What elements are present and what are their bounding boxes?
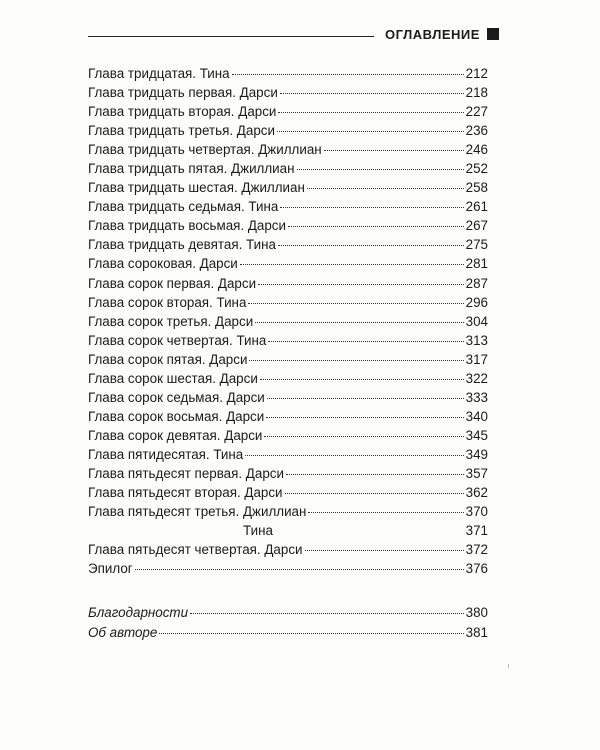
toc-entry-page: 287 <box>465 275 488 291</box>
toc-entry-title: Глава тридцать пятая. Джиллиан <box>88 161 295 177</box>
toc-entry-about-author[interactable] <box>88 623 488 643</box>
toc-entry-title: Глава сорок восьмая. Дарси <box>88 408 265 424</box>
toc-entry-page: 371 <box>465 523 488 539</box>
toc-entry-title: Глава пятидесятая. Тина <box>88 446 244 462</box>
toc-entry-title: Глава тридцатая. Тина <box>88 66 230 81</box>
dot-leader <box>277 130 464 132</box>
dot-leader <box>255 321 463 323</box>
leader-gap <box>275 531 464 532</box>
toc-entry-page: 275 <box>465 237 488 253</box>
header-square-ornament <box>487 28 499 40</box>
dot-leader <box>260 378 464 380</box>
toc-entry[interactable] <box>88 102 488 121</box>
toc-entry-page: 370 <box>465 504 488 520</box>
dot-leader <box>285 492 464 494</box>
toc-entry-title: Глава тридцать шестая. Джиллиан <box>88 180 305 196</box>
toc-entry[interactable] <box>88 388 488 407</box>
toc-entry-page: 357 <box>465 465 488 481</box>
toc-entry-page: 212 <box>465 66 488 81</box>
toc-entry-title: Глава сорок четвертая. Тина <box>88 332 267 348</box>
toc-entry[interactable] <box>88 83 488 102</box>
toc-entry-title: Глава сорок третья. Дарси <box>88 313 254 329</box>
toc-entry[interactable] <box>88 140 488 159</box>
toc-entry[interactable] <box>88 521 488 540</box>
toc-entry-page: 372 <box>465 542 488 558</box>
dot-leader <box>308 511 463 513</box>
toc-entry-page: 304 <box>465 313 488 329</box>
dot-leader <box>268 340 463 342</box>
toc-entry-page: 340 <box>465 408 488 424</box>
toc-entry-title: Глава тридцать третья. Дарси <box>88 123 275 139</box>
toc-entry[interactable] <box>88 159 488 178</box>
toc-entry-page: 345 <box>465 427 488 443</box>
dot-leader <box>278 111 463 113</box>
toc-entry-page: 218 <box>465 85 488 101</box>
dot-leader <box>240 263 464 265</box>
toc-entry-page: 267 <box>465 218 488 234</box>
toc-entry-title: Глава сорок вторая. Тина <box>88 294 247 310</box>
toc-entry[interactable] <box>88 197 488 216</box>
toc-entry[interactable] <box>88 178 488 197</box>
toc-entry-title: Глава тридцать четвертая. Джиллиан <box>88 142 322 158</box>
toc-entry-page: 227 <box>465 104 488 120</box>
toc-entry[interactable] <box>88 426 488 445</box>
dot-leader <box>286 473 464 475</box>
toc-entry-title: Глава тридцать вторая. Дарси <box>88 104 277 120</box>
toc-entry-page: 252 <box>465 161 488 177</box>
toc-entry-page: 313 <box>465 332 488 348</box>
toc-entry-title: Глава сорок седьмая. Дарси <box>88 389 265 405</box>
toc-entry-title: Глава сорок девятая. Дарси <box>88 427 263 443</box>
dot-leader <box>297 168 464 170</box>
dot-leader <box>245 454 463 456</box>
toc-entry-page: 333 <box>465 389 488 405</box>
dot-leader <box>278 244 464 246</box>
toc-entry-title: Глава пятьдесят четвертая. Дарси <box>88 542 303 558</box>
toc-entry-title: Эпилог <box>88 561 133 577</box>
toc-entry[interactable] <box>88 464 488 483</box>
toc-entry-title: Глава пятьдесят первая. Дарси <box>88 465 284 481</box>
toc-entry-title: Глава пятьдесят третья. Джиллиан <box>88 504 307 520</box>
toc-entry[interactable] <box>88 369 488 388</box>
paper-speck <box>508 664 509 668</box>
toc-entry-title: Тина <box>243 523 273 539</box>
toc-entry[interactable] <box>88 407 488 426</box>
toc-entry-title: Глава тридцать седьмая. Тина <box>88 199 279 215</box>
toc-entry[interactable] <box>88 254 488 273</box>
dot-leader <box>258 283 464 285</box>
toc-entry[interactable] <box>88 216 488 235</box>
dot-leader <box>264 435 463 437</box>
toc-entry-page: 380 <box>465 605 488 620</box>
toc-entry-page: 258 <box>465 180 488 196</box>
dot-leader <box>249 359 463 361</box>
toc-entry[interactable] <box>88 559 488 578</box>
dot-leader <box>190 612 464 614</box>
dot-leader <box>159 632 463 634</box>
dot-leader <box>266 416 463 418</box>
toc-entry[interactable] <box>88 483 488 502</box>
dot-leader <box>248 302 463 304</box>
table-of-contents <box>88 64 488 578</box>
dot-leader <box>280 206 463 208</box>
toc-entry-page: 281 <box>465 256 488 272</box>
toc-entry-title: Глава тридцать девятая. Тина <box>88 237 276 253</box>
dot-leader <box>324 149 464 151</box>
toc-entry-page: 236 <box>465 123 488 139</box>
dot-leader <box>267 397 464 399</box>
toc-entry[interactable] <box>88 331 488 350</box>
toc-entry-title: Глава тридцать первая. Дарси <box>88 85 278 101</box>
toc-entry-title: Об авторе <box>88 625 158 640</box>
toc-entry-page: 381 <box>465 625 488 640</box>
toc-entry-page: 246 <box>465 142 488 158</box>
running-header-title: ОГЛАВЛЕНИЕ <box>385 27 480 42</box>
toc-entry-title: Глава сорок первая. Дарси <box>88 275 257 291</box>
toc-entry-page: 362 <box>465 485 488 501</box>
dot-leader <box>307 187 464 189</box>
toc-entry[interactable] <box>88 64 488 83</box>
toc-entry[interactable] <box>88 293 488 312</box>
toc-entry-title: Глава сорок пятая. Дарси <box>88 351 248 367</box>
toc-entry-title: Глава тридцать восьмая. Дарси <box>88 218 286 234</box>
toc-entry[interactable] <box>88 445 488 464</box>
toc-entry-page: 296 <box>465 294 488 310</box>
toc-entry[interactable] <box>88 235 488 254</box>
toc-entry-page: 317 <box>465 351 488 367</box>
toc-entry[interactable] <box>88 502 488 521</box>
dot-leader <box>288 225 464 227</box>
toc-entry-title: Благодарности <box>88 605 189 620</box>
toc-entry[interactable] <box>88 312 488 331</box>
toc-entry[interactable] <box>88 121 488 140</box>
dot-leader <box>280 92 464 94</box>
toc-entry-title: Глава сорок шестая. Дарси <box>88 370 258 386</box>
toc-entry[interactable] <box>88 540 488 559</box>
toc-entry-page: 261 <box>465 199 488 215</box>
dot-leader <box>305 549 464 551</box>
toc-entry-title: Глава пятьдесят вторая. Дарси <box>88 485 283 501</box>
toc-entry-page: 322 <box>465 370 488 386</box>
toc-entry-acknowledgements[interactable] <box>88 603 488 623</box>
toc-entry-page: 376 <box>465 561 488 577</box>
toc-entry[interactable] <box>88 350 488 369</box>
toc-entry-page: 349 <box>465 446 488 462</box>
dot-leader <box>135 568 464 570</box>
toc-entry[interactable] <box>88 274 488 293</box>
header-rule <box>88 36 374 37</box>
toc-entry-title: Глава сороковая. Дарси <box>88 256 238 272</box>
back-matter <box>88 603 488 643</box>
dot-leader <box>232 73 464 75</box>
